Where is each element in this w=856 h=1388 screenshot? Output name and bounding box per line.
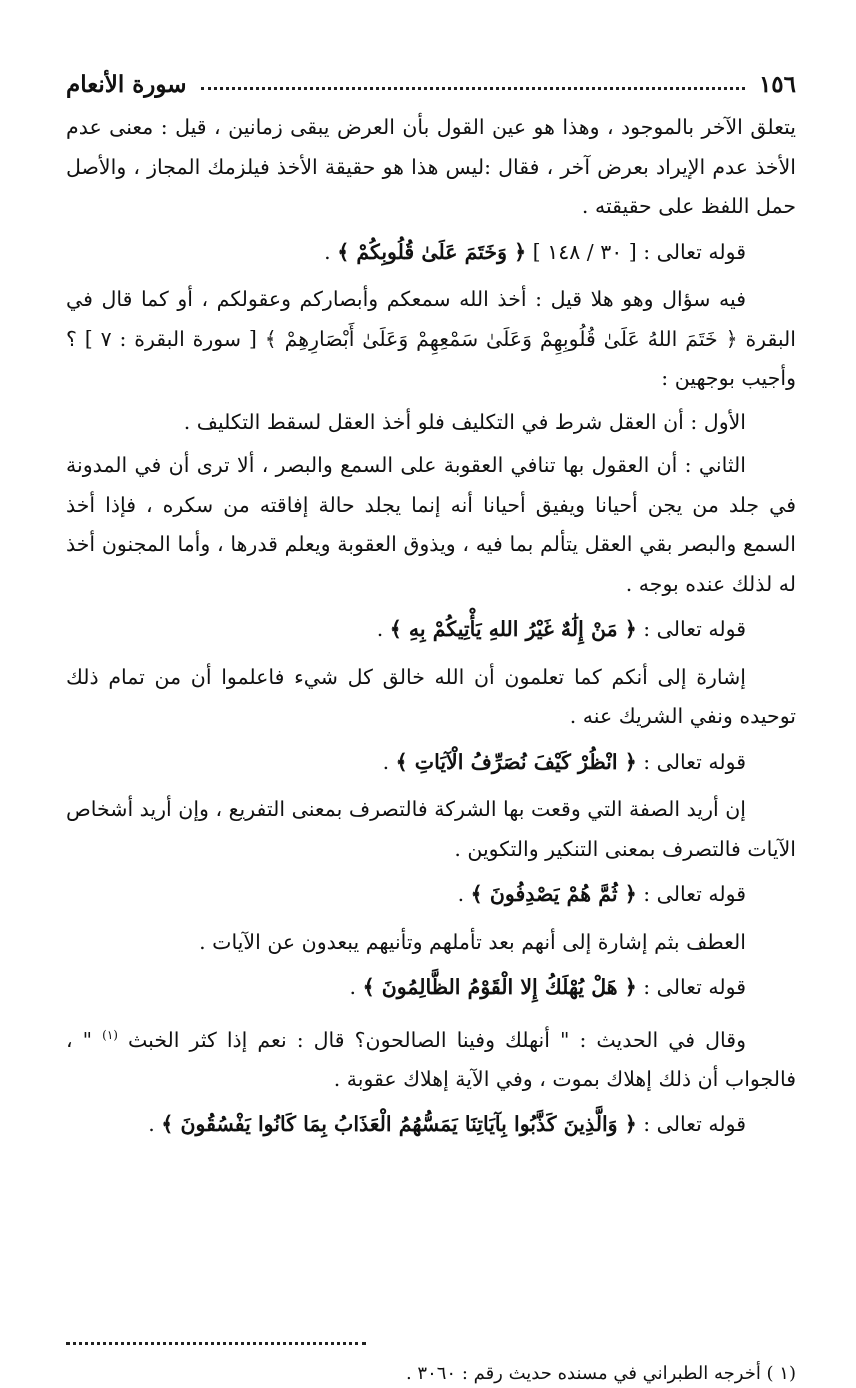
footnote-marker: (١) — [102, 1027, 118, 1042]
verse-end: . — [148, 1112, 162, 1137]
verse-intro: قوله تعالى : — [636, 617, 746, 641]
quran-quote: ﴿ وَخَتَمَ عَلَىٰ قُلُوبِكُمْ ﴾ — [337, 239, 527, 264]
page — [66, 64, 796, 1384]
verse-heading — [66, 610, 796, 650]
verse-intro: قوله تعالى : — [636, 749, 746, 774]
verse-end: . — [457, 882, 471, 906]
page-header — [66, 64, 796, 104]
verse-end: . — [376, 617, 390, 641]
quran-quote: ﴿ ثُمَّ هُمْ يَصْدِفُونَ ﴾ — [470, 882, 637, 906]
verse-intro: قوله تعالى : [ ٣٠ / ١٤٨ ] — [526, 239, 746, 264]
verse-heading — [66, 875, 796, 915]
verse-intro: قوله تعالى : — [636, 1112, 746, 1137]
verse-end: . — [382, 749, 396, 774]
verse-heading — [66, 968, 796, 1008]
verse-heading — [66, 233, 796, 273]
footnote: (١ ) أخرجه الطبراني في مسنده حديث رقم : ٣٠٦٠ . — [405, 1363, 796, 1384]
verse-end: . — [324, 239, 338, 264]
verse-heading — [66, 743, 796, 783]
verse-intro: قوله تعالى : — [636, 975, 746, 999]
body-text — [66, 108, 796, 1153]
paragraph: يتعلق الآخر بالموجود ، وهذا هو عين القول بأن العرض يبقى زمانين ، قيل : معنى عدم الأخذ عدم الإيراد بعرض آخر ، فقال :ليس هذا هو حقيقة الأخذ فيلزمك المجاز ، والأصل حمل اللفظ على حقيقته . — [66, 115, 796, 218]
paragraph — [66, 1016, 796, 1100]
verse-end: . — [349, 975, 363, 999]
paragraph: الثاني : أن العقول بها تنافي العقوبة على السمع والبصر ، ألا ترى أن في المدونة في جلد من يجن أحيانا ويفيق أحيانا أنه إنما يجلد حالة إفاقته من سكره ، فإذا أخذ السمع والبصر بقي العقل يتألم بما فيه ، ويذوق العقوبة ويعلم قدرها ، وأما المجنون أخذ له لذلك عنده بوجه . — [66, 453, 796, 596]
paragraph: العطف بثم إشارة إلى أنهم بعد تأملهم وتأنيهم يبعدون عن الآيات . — [199, 929, 746, 954]
paragraph: فيه سؤال وهو هلا قيل : أخذ الله سمعكم وأبصاركم وعقولكم ، أو كما قال في البقرة ﴿ خَتَمَ اللهُ عَلَىٰ قُلُوبِهِمْ وَعَلَىٰ سَمْعِهِمْ وَعَلَىٰ أَبْصَارِهِمْ ﴾ [ سورة البقرة : ٧ ] ؟ وأجيب بوجهين : — [66, 287, 796, 390]
header-dotted-rule — [201, 87, 745, 90]
hadith-text: وقال في الحديث : " أنهلك وفينا الصالحون؟ قال : نعم إذا كثر الخبث — [117, 1027, 746, 1052]
hadith-text-continued: " ، فالجواب أن ذلك إهلاك بموت ، وفي الآية إهلاك عقوبة . — [66, 1027, 796, 1091]
paragraph: إشارة إلى أنكم كما تعلمون أن الله خالق كل شيء فاعلموا أن من تمام ذلك توحيده ونفي الشريك عنه . — [66, 664, 796, 728]
paragraph: الأول : أن العقل شرط في التكليف فلو أخذ العقل لسقط التكليف . — [183, 409, 746, 434]
paragraph: إن أريد الصفة التي وقعت بها الشركة فالتصرف بمعنى التفريع ، وإن أريد أشخاص الآيات فالتصرف بمعنى التنكير والتكوين . — [66, 797, 796, 861]
page-number: ١٥٦ — [758, 70, 796, 98]
verse-heading — [66, 1105, 796, 1145]
quran-quote: ﴿ هَلْ يُهْلَكُ إِلا الْقَوْمُ الظَّالِمُونَ ﴾ — [362, 975, 637, 999]
footnote-dotted-rule — [66, 1342, 366, 1345]
quran-quote: ﴿ مَنْ إِلَٰهٌ غَيْرُ اللهِ يَأْتِيكُمْ بِهِ ﴾ — [389, 617, 637, 641]
verse-intro: قوله تعالى : — [636, 882, 746, 906]
surah-title: سورة الأنعام — [66, 70, 187, 98]
quran-quote: ﴿ وَالَّذِينَ كَذَّبُوا بِآيَاتِنَا يَمَسُّهُمُ الْعَذَابُ بِمَا كَانُوا يَفْسُقُونَ ﴾ — [161, 1112, 637, 1137]
quran-quote: ﴿ انْظُرْ كَيْفَ نُصَرِّفُ الْآيَاتِ ﴾ — [395, 749, 637, 774]
